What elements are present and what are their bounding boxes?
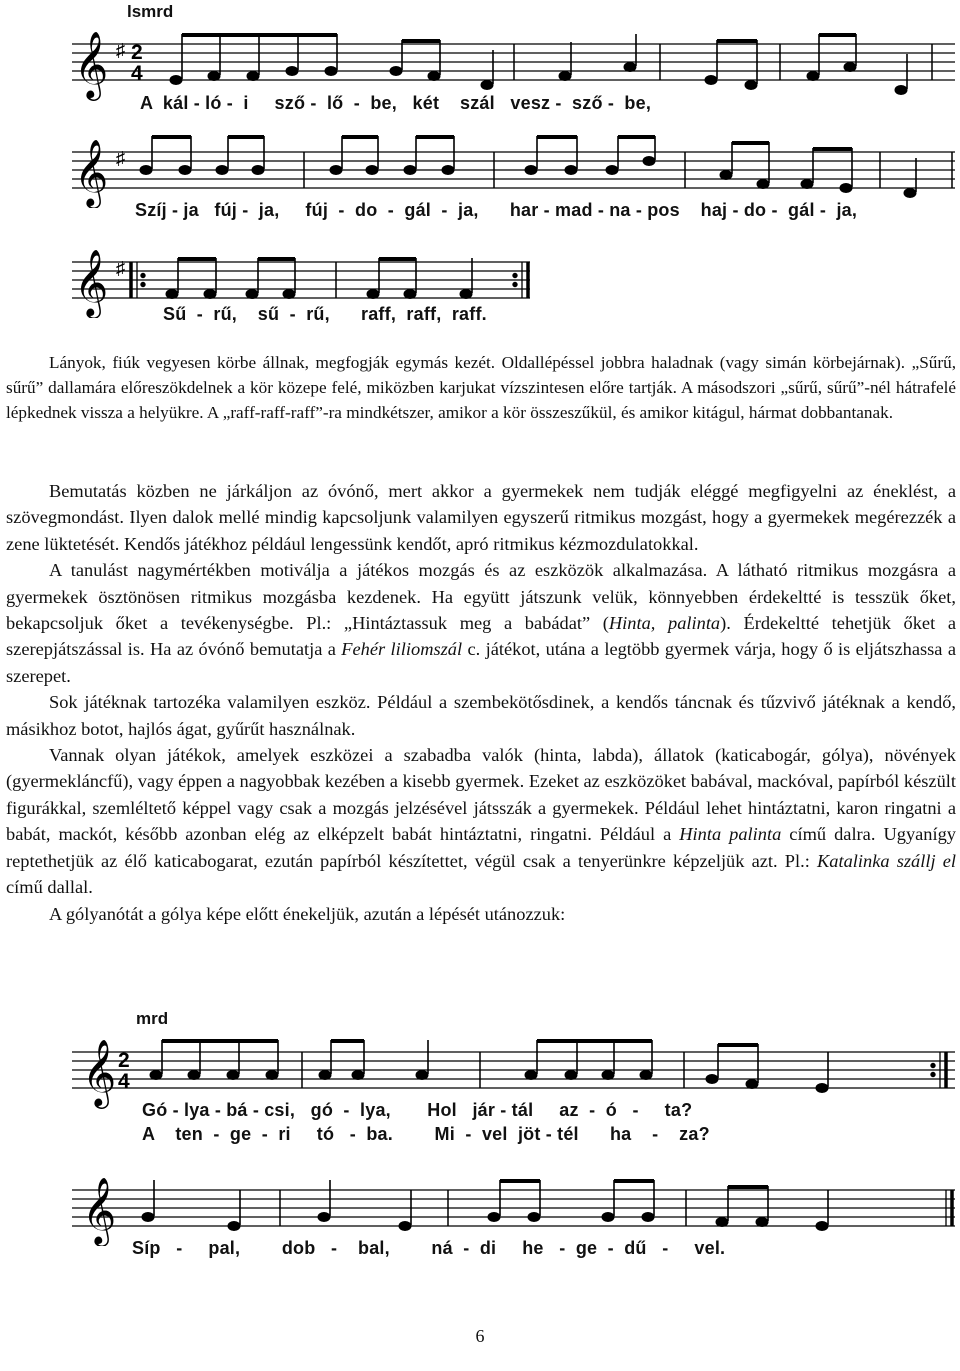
body-paragraph-1: Bemutatás közben ne járkáljon az óvónő, mert akkor a gyermekek nem tudják eléggé megfigyelni az éneklést, a szövegmondást. Ilyen dalok mellé mindig kapcsoljunk valamilyen egyszerű ritmikus mozgást, hogy a gyermekek megérezzék a zene lüktetését. Kendős játékhoz például lengessünk kendőt, apró ritmikus kézmozdulatokkal. [6,481,956,554]
body-paragraph-3: Sok játéknak tartozéka valamilyen eszköz. Például a szembekötősdinek, a kendős táncnak és tűzvivő játéknak a kendő, másikhoz botot, hajlós ágat, gyűrűt használnak. [6,692,956,739]
instructions-text: Lányok, fiúk vegyesen körbe állnak, megfogják egymás kezét. Oldallépéssel jobbra haladnak (vagy simán körbejárnak). „Sűrű, sűrű” dallamára előreszökdelnek a kör közepe felé, miközben karjukat vízszintesen előre tartják. A másodszori „sűrű, sűrű”-nél hátrafelé lépkednek vissza a helyükre. A „raff-raff-raff”-ra mindkétszer, amikor a kör összeszűkül, és amikor kitágul, hármat dobbantanak. [6,353,956,422]
time-sig-top: 2 [118,1049,130,1072]
song1-lyric-line2: Szíj - ja fúj - ja, fúj - do - gál - ja, har - mad - na - pos haj - do - gál - ja, [135,200,858,220]
body-paragraph-2: A tanulást nagymértékben motiválja a játékos mozgás és az eszközök alkalmazása. A látható ritmikus mozgásra a gyermekek ösztönösen ritmikus mozgásba kezdenek. Ha együtt játszunk velük, könnyebben érdekeltté is tesszük őket, bekapcsoljuk őket a tevékenységbe. Pl.: „Hintáztassuk meg a babádat” (Hinta, palinta). Érdekeltté tehetjük őket a szerepjátszással is. Ha az óvónő bemutatja a Fehér liliomszál c. játékot, utána a legtöbb gyermek várja, hogy ő is eljátszhassa a szerepet. [6,560,956,686]
song2-lyric-line2: A ten - ge - ri tó - ba. Mi - vel jöt - tél ha - za? [142,1124,710,1144]
body-paragraph-4: Vannak olyan játékok, amelyek eszközei a szabadba valók (hinta, labda), állatok (katicabogár, gólya), növények (gyermekláncfű), vagy éppen a nagyobbak kezében a kisebb gyermek. Ezeket az eszközöket babával, mackóval, papírból készült figurákkal, szemléltető képpel vagy csak a mozgás jelzésével játsszák a gyermekek. Például lehet hintáztatni, karon ringatni a babát, mackót, később azonban elég az elképzelt babát hintáztatni, ringatni. Például a Hinta palinta című dalra. Ugyanígy reptethetjük az élő katicabogarat, ezután papírból készítettet, végül csak a tenyerünkre képzeljük azt. Pl.: Katalinka szállj el című dallal. [6,745,956,898]
svg-text:♯: ♯ [116,40,125,60]
svg-text:♯: ♯ [116,258,125,278]
svg-text:♯: ♯ [116,148,125,168]
song1-lyric-line1: A kál - ló - i sző - lő - be, két szál vesz - sző - be, [140,93,652,113]
solfege-label-song1: lsmrd [127,2,174,21]
instructions-paragraph [6,350,956,425]
treble-clef-icon: 𝄞 [74,138,109,206]
song-title-feher-liliomszal: Fehér liliomszál [341,639,463,660]
treble-clef-icon: 𝄞 [82,1038,117,1106]
solfege-label-song2: mrd [136,1009,169,1028]
song-title-hinta-palinta: Hinta, palinta [608,613,721,634]
treble-clef-icon: 𝄞 [82,1176,117,1244]
song1-lyric-line3: Sű - rű, sű - rű, raff, raff, raff. [163,304,487,324]
treble-clef-icon: 𝄞 [74,30,109,98]
page-number: 6 [475,1326,485,1346]
time-sig-top: 2 [131,41,143,64]
time-sig-bottom: 4 [118,1070,130,1093]
body-paragraph-5: A gólyanótát a gólya képe előtt énekeljük, azután a lépését utánozzuk: [49,903,566,924]
song2-lyric-line1: Gó - lya - bá - csi, gó - lya, Hol jár - tál az - ó - ta? [142,1100,693,1120]
time-sig-bottom: 4 [131,62,143,85]
body-text [6,478,956,927]
song2-lyric-line3: Síp - pal, dob - bal, ná - di he - ge - dű - vel. [132,1238,726,1258]
music-staff-song2-line2 [0,1156,960,1246]
song-title-katalinka: Katalinka szállj el [817,850,956,871]
treble-clef-icon: 𝄞 [74,248,109,316]
song-title-hinta-palinta-2: Hinta palinta [679,824,782,845]
music-staff-song1-line2 [0,118,960,208]
